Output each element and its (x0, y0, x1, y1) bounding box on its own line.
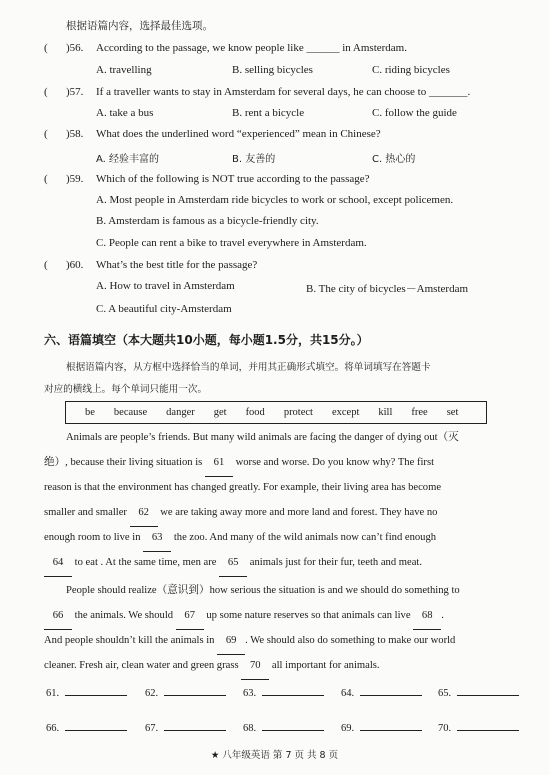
option-c: C. riding bicycles (372, 64, 450, 76)
word-bank-item: free (411, 407, 428, 418)
blank-69: 69 (217, 629, 245, 655)
question-text: According to the passage, we know people like ______ in Amsterdam. (96, 42, 407, 54)
word-bank-item: except (331, 407, 360, 418)
passage-text: worse and worse. Do you know why? The first (235, 457, 435, 468)
passage-line (44, 551, 422, 577)
option-c: C. 热心的 (372, 154, 416, 165)
answer-line-61[interactable]: 61. (46, 686, 127, 699)
word-bank-item: food (245, 407, 265, 418)
blank-65: 65 (219, 551, 247, 577)
section-instruction-line-1: 根据语篇内容，从方框中选择恰当的单词，并用其正确形式填空。将单词填写在答题卡 (66, 362, 431, 373)
passage-text: And people shouldn’t kill the animals in (44, 635, 215, 646)
passage-text: Animals are people’s friends. But many wild animals are facing the danger of dying out（灭 (66, 432, 459, 443)
section-instruction-line-2: 对应的横线上。每个单词只能用一次。 (44, 384, 208, 395)
option-a: A. How to travel in Amsterdam (96, 280, 235, 292)
answer-paren: ( (44, 173, 48, 185)
passage-text: People should realize（意识到）how serious the situation is and we should do something to (66, 585, 460, 596)
passage-text: smaller and smaller (44, 507, 127, 518)
passage-text: up some nature reserves so that animals can live (206, 610, 411, 621)
option-a: A. take a bus (96, 107, 154, 119)
blank-66: 66 (44, 604, 72, 630)
answer-line-67[interactable]: 67. (145, 721, 226, 734)
question-text: Which of the following is NOT true according to the passage? (96, 173, 370, 185)
word-bank-item: set (446, 407, 459, 418)
question-text: What does the underlined word “experienced” mean in Chinese? (96, 128, 381, 140)
passage-line (44, 501, 437, 527)
answer-line-66[interactable]: 66. (46, 721, 127, 734)
word-bank-item: kill (378, 407, 393, 418)
answer-line-64[interactable]: 64. (341, 686, 422, 699)
blank-61: 61 (205, 451, 233, 477)
passage-line (44, 629, 455, 655)
blank-68: 68 (413, 604, 441, 630)
passage-text: . We should also do something to make our world (245, 635, 456, 646)
answer-paren: ( (44, 86, 48, 98)
question-number: )59. (66, 173, 84, 185)
answer-paren: ( (44, 259, 48, 271)
answer-line-62[interactable]: 62. (145, 686, 226, 699)
option-a: A. Most people in Amsterdam ride bicycles to work or school, except policemen. (96, 194, 454, 206)
question-number: )56. (66, 42, 84, 54)
passage-text: to eat . At the same time, men are (74, 557, 217, 568)
answer-line-63[interactable]: 63. (243, 686, 324, 699)
answer-paren: ( (44, 42, 48, 54)
option-b: B. selling bicycles (232, 64, 313, 76)
word-bank-item: get (213, 407, 227, 418)
option-b: B. Amsterdam is famous as a bicycle-friendly city. (96, 215, 319, 227)
option-b: B. 友善的 (232, 154, 276, 165)
option-b: B. rent a bicycle (232, 107, 305, 119)
question-number: )57. (66, 86, 84, 98)
passage-text: we are taking away more and more land and forest. They have no (160, 507, 438, 518)
blank-63: 63 (143, 526, 171, 552)
blank-64: 64 (44, 551, 72, 577)
passage-line (44, 654, 380, 680)
passage-line (66, 426, 459, 451)
word-bank-item: be (85, 407, 95, 418)
section-heading: 六、语篇填空（本大题共10小题，每小题1.5分，共15分。） (44, 333, 369, 347)
passage-text: the animals. We should (74, 610, 174, 621)
option-c: C. follow the guide (372, 107, 457, 119)
passage-text: reason is that the environment has changed greatly. For example, their living area has become (44, 482, 442, 493)
option-c: C. People can rent a bike to travel everywhere in Amsterdam. (96, 237, 367, 249)
blank-67: 67 (176, 604, 204, 630)
passage-line (44, 604, 444, 630)
passage-text: animals just for their fur, teeth and meat. (249, 557, 423, 568)
passage-line (66, 579, 460, 604)
word-bank-item: danger (166, 407, 195, 418)
passage-line (44, 451, 434, 477)
question-text: What’s the best title for the passage? (96, 259, 258, 271)
passage-text: enough room to live in (44, 532, 141, 543)
passage-line (44, 476, 441, 501)
option-a: A. travelling (96, 64, 152, 76)
answer-paren: ( (44, 128, 48, 140)
word-bank-box (65, 401, 487, 424)
passage-line (44, 526, 436, 552)
option-a: A. 经验丰富的 (96, 154, 160, 165)
passage-text: the zoo. And many of the wild animals now can’t find enough (173, 532, 437, 543)
question-number: )60. (66, 259, 84, 271)
page-footer: ★ 八年级英语 第 7 页 共 8 页 (210, 750, 339, 761)
word-bank-item: because (113, 407, 148, 418)
option-b: B. The city of bicycles－Amsterdam (306, 283, 469, 295)
answer-line-69[interactable]: 69. (341, 721, 422, 734)
reading-instruction: 根据语篇内容，选择最佳选项。 (66, 20, 213, 32)
question-number: )58. (66, 128, 84, 140)
option-c: C. A beautiful city-Amsterdam (96, 303, 232, 315)
passage-text: all important for animals. (271, 660, 380, 671)
answer-line-68[interactable]: 68. (243, 721, 324, 734)
passage-text: 绝）, because their living situation is (44, 457, 203, 468)
passage-text: . (441, 610, 444, 621)
answer-line-65[interactable]: 65. (438, 686, 519, 699)
answer-line-70[interactable]: 70. (438, 721, 519, 734)
blank-70: 70 (241, 654, 269, 680)
question-text: If a traveller wants to stay in Amsterdam for several days, he can choose to _______. (96, 86, 471, 98)
passage-text: cleaner. Fresh air, clean water and green grass (44, 660, 239, 671)
word-bank-item: protect (283, 407, 313, 418)
blank-62: 62 (130, 501, 158, 527)
